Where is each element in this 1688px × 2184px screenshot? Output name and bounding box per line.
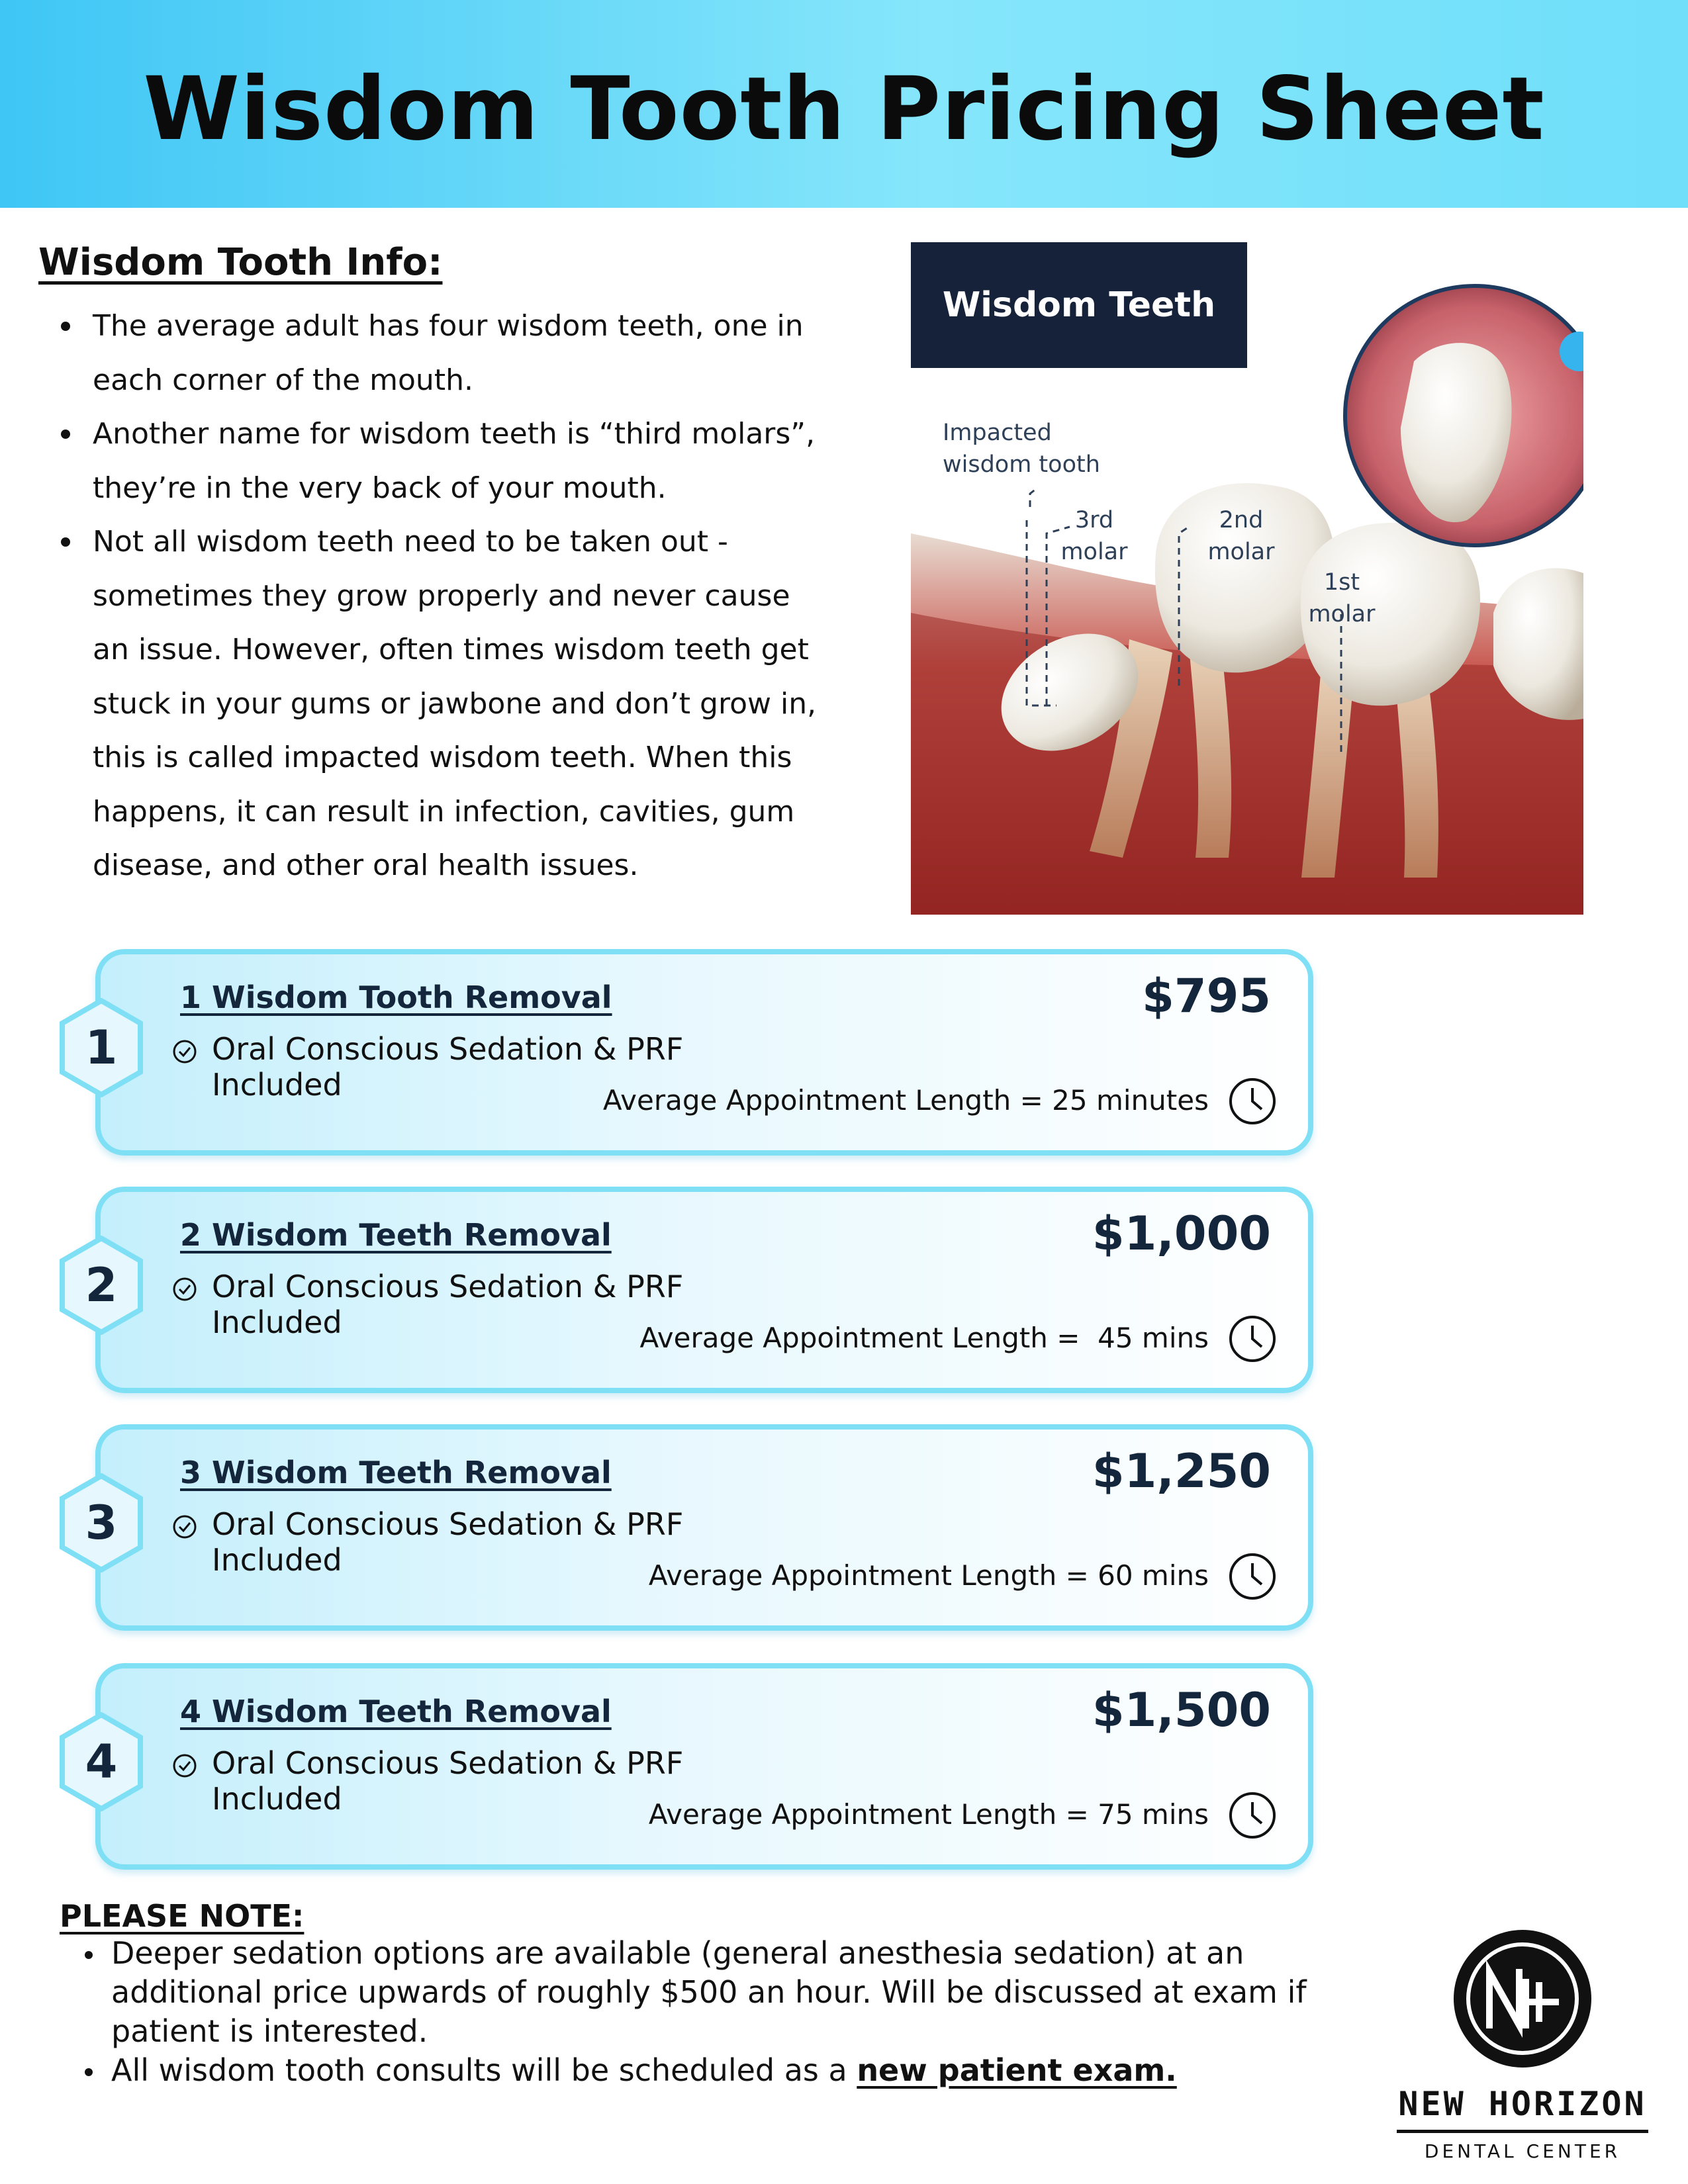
card-appointment-length: Average Appointment Length = 75 mins xyxy=(648,1798,1209,1831)
check-circle-icon xyxy=(172,1277,197,1302)
header-banner xyxy=(0,0,1688,208)
card-feature: Oral Conscious Sedation & PRF Included xyxy=(212,1506,684,1578)
new-horizon-logo xyxy=(1390,1919,1655,2171)
card-appointment-length: Average Appointment Length = 60 mins xyxy=(648,1559,1209,1592)
step-badge-1 xyxy=(58,998,144,1097)
check-circle-icon xyxy=(172,1039,197,1064)
check-circle-icon xyxy=(172,1514,197,1539)
pricing-card-4 xyxy=(95,1663,1313,1870)
label-1st-molar: 1st molar xyxy=(1308,569,1376,627)
card-title: 2 Wisdom Teeth Removal xyxy=(180,1217,612,1253)
card-appointment-length: Average Appointment Length = 25 minutes xyxy=(602,1084,1209,1116)
card-price: $795 xyxy=(1142,969,1271,1023)
step-number: 4 xyxy=(85,1735,118,1789)
illustration-title: Wisdom Teeth xyxy=(911,242,1247,368)
label-2nd-molar: 2nd molar xyxy=(1207,507,1275,565)
label-3rd-molar: 3rd molar xyxy=(1060,507,1128,565)
logo-name: NEW HORIZON xyxy=(1398,2085,1647,2123)
card-price: $1,000 xyxy=(1092,1206,1271,1261)
card-appointment-length: Average Appointment Length = 45 mins xyxy=(639,1322,1209,1354)
clock-icon xyxy=(1227,1790,1278,1841)
check-circle-icon xyxy=(172,1753,197,1778)
label-impacted: Impacted wisdom tooth xyxy=(943,420,1100,478)
wisdom-teeth-illustration xyxy=(911,242,1583,915)
card-price: $1,500 xyxy=(1092,1683,1271,1737)
step-number: 2 xyxy=(85,1258,118,1312)
clock-icon xyxy=(1227,1314,1278,1364)
step-number: 3 xyxy=(85,1496,118,1550)
clock-icon xyxy=(1227,1551,1278,1602)
step-badge-2 xyxy=(58,1236,144,1335)
nh-plus-monogram-icon xyxy=(1390,1919,1655,2078)
note-item: Deeper sedation options are available (general anesthesia sedation) at an additional price upwards of roughly $500 an hour. Will be discussed at exam if patient is interested. xyxy=(111,1934,1395,2051)
card-feature: Oral Conscious Sedation & PRF Included xyxy=(212,1269,684,1340)
step-badge-4 xyxy=(58,1712,144,1811)
note-item-text: All wisdom tooth consults will be scheduled as a xyxy=(111,2052,857,2088)
pricing-card-3 xyxy=(95,1424,1313,1631)
clock-icon xyxy=(1227,1076,1278,1126)
logo-subtitle: DENTAL CENTER xyxy=(1424,2140,1621,2162)
card-feature: Oral Conscious Sedation & PRF Included xyxy=(212,1745,684,1817)
info-heading: Wisdom Tooth Info: xyxy=(38,241,443,284)
note-item xyxy=(111,2051,1395,2090)
step-badge-3 xyxy=(58,1473,144,1572)
info-item: Another name for wisdom teeth is “third molars”, they’re in the very back of your mouth. xyxy=(93,407,834,515)
card-title: 1 Wisdom Tooth Removal xyxy=(180,979,612,1015)
pricing-card-1 xyxy=(95,949,1313,1156)
pricing-card-2 xyxy=(95,1187,1313,1393)
card-feature: Oral Conscious Sedation & PRF Included xyxy=(212,1031,684,1103)
page-title: Wisdom Tooth Pricing Sheet xyxy=(143,58,1545,160)
info-item: The average adult has four wisdom teeth, one in each corner of the mouth. xyxy=(93,299,834,407)
info-list xyxy=(93,299,834,893)
card-title: 4 Wisdom Teeth Removal xyxy=(180,1694,612,1729)
notes-heading: PLEASE NOTE: xyxy=(60,1898,305,1934)
logo-divider xyxy=(1397,2130,1648,2133)
card-price: $1,250 xyxy=(1092,1444,1271,1498)
info-item: Not all wisdom teeth need to be taken out - sometimes they grow properly and never cause an issue. However, often times wisdom teeth get stuck in your gums or jawbone and don’t grow in, this is called impacted wisdom teeth. When this happens, it can result in infection, cavities, gum disease, and other oral health issues. xyxy=(93,515,834,893)
notes-list xyxy=(111,1934,1395,2090)
card-title: 3 Wisdom Teeth Removal xyxy=(180,1455,612,1490)
new-patient-exam-link[interactable]: new patient exam. xyxy=(857,2052,1177,2088)
step-number: 1 xyxy=(85,1021,118,1075)
